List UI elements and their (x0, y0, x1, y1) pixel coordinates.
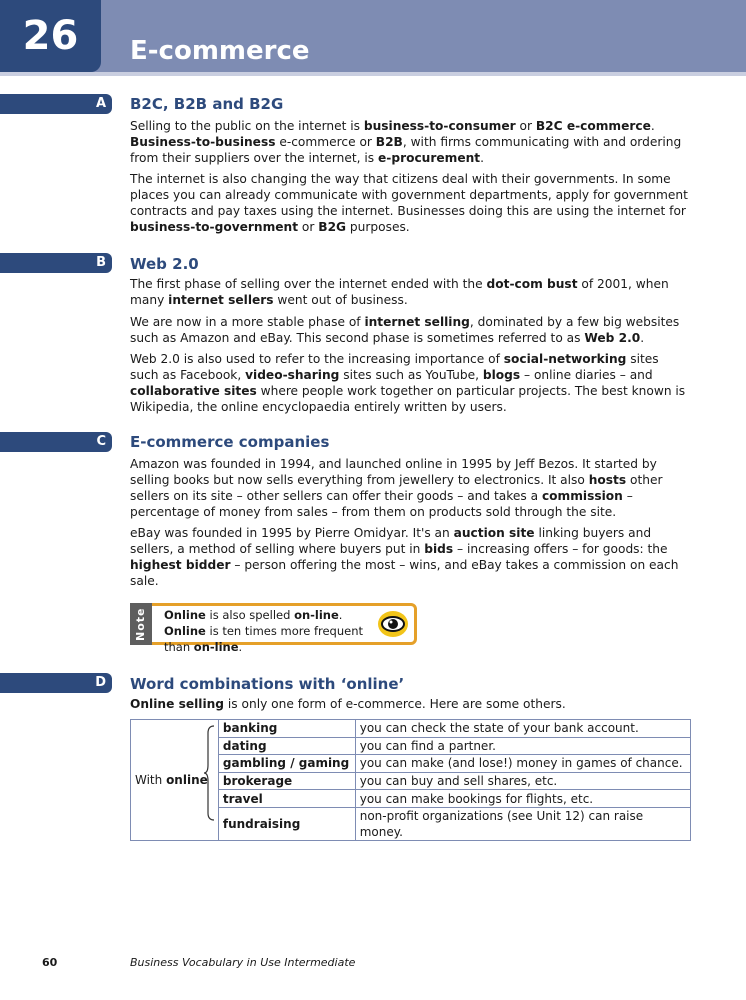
text-run: , with firms communicating with and ordering from their suppliers over the internet, is (130, 135, 682, 165)
bold-term: Online (164, 624, 206, 638)
eye-icon (377, 609, 409, 639)
section-d-tab: D (0, 673, 112, 693)
text-run: where people work together on particular projects. The best known is Wikipedia, the online encyclopaedia entirely written by users. (130, 384, 686, 414)
text-run: . (640, 331, 645, 345)
bold-term: blogs (482, 368, 521, 382)
combination-meaning: you can make (and lose!) money in games of chance. (355, 755, 690, 773)
note-text (164, 607, 374, 655)
section-c-paragraph-2 (130, 525, 690, 589)
bold-term: Online selling (130, 697, 225, 711)
book-title: Business Vocabulary in Use Intermediate (130, 956, 356, 969)
section-a-paragraph-2 (130, 171, 690, 235)
bold-term: business-to-consumer (363, 119, 516, 133)
unit-title: E-commerce (130, 36, 310, 66)
bold-term: highest bidder (130, 558, 231, 572)
section-b-paragraph-3 (130, 351, 690, 415)
bold-term: social-networking (503, 352, 627, 366)
text-run: or (298, 220, 319, 234)
bold-term: Web 2.0 (584, 331, 641, 345)
text-run: Amazon was founded in 1994, and launched online in 1995 by Jeff Bezos. It started by selling books but now sells everything from jewellery to electronics. It also (130, 457, 657, 487)
bold-term: on-line (193, 640, 239, 654)
text-run: The internet is also changing the way that citizens deal with their governments. In some places you can already communicate with government departments, apply for government contracts and pay taxes using the internet. Businesses doing this are using the internet for (130, 172, 688, 218)
section-b-title: Web 2.0 (130, 255, 199, 273)
text-run: . (338, 608, 343, 622)
text-run: of 2001, when many (130, 277, 669, 307)
bold-term: internet selling (364, 315, 470, 329)
text-run: . (480, 151, 484, 165)
section-b-tab: B (0, 253, 112, 273)
bold-term: B2B (375, 135, 403, 149)
curly-brace (203, 725, 215, 821)
text-run: We are now in a more stable phase of (130, 315, 365, 329)
text-run: went out of business. (273, 293, 408, 307)
section-d-title: Word combinations with ‘online’ (130, 675, 405, 693)
text-run: is only one form of e-commerce. Here are some others. (224, 697, 566, 711)
text-run: Selling to the public on the internet is (130, 119, 364, 133)
combination-meaning: non-profit organizations (see Unit 12) can raise money. (355, 807, 690, 840)
combination-word: gambling / gaming (218, 755, 355, 773)
text-run: eBay was founded in 1995 by Pierre Omidyar. It's an (130, 526, 454, 540)
text-run: linking buyers and sellers, a method of selling where buyers put in (130, 526, 652, 556)
combination-word: fundraising (218, 807, 355, 840)
text-run: – online diaries – and (520, 368, 653, 382)
text-run: – increasing offers – for goods: the (453, 542, 668, 556)
bold-term: B2C e-commerce (535, 119, 651, 133)
text-run: The first phase of selling over the internet ended with the (130, 277, 487, 291)
text-run: Web 2.0 is also used to refer to the increasing importance of (130, 352, 504, 366)
combination-word: banking (218, 720, 355, 738)
note-label: Note (134, 607, 147, 641)
bold-term: Online (164, 608, 206, 622)
text-run: – person offering the most – wins, and eBay takes a commission on each sale. (130, 558, 679, 588)
bold-term: bids (424, 542, 454, 556)
combination-word: travel (218, 790, 355, 808)
text-run: , dominated by a few big websites such as Amazon and eBay. This second phase is sometimes referred to as (130, 315, 680, 345)
page-number: 60 (42, 956, 58, 969)
section-d-intro (130, 696, 690, 712)
text-run: other sellers on its site – other sellers can offer their goods – and takes a (130, 473, 663, 503)
text-run: – percentage of money from sales – from them on products sold through the site. (130, 489, 633, 519)
section-c-title: E-commerce companies (130, 433, 330, 451)
unit-number-box (0, 0, 101, 72)
bold-term: e-procurement (378, 151, 481, 165)
bold-term: collaborative sites (130, 384, 257, 398)
bold-term: dot-com bust (486, 277, 578, 291)
combination-meaning: you can find a partner. (355, 737, 690, 755)
bold-term: video-sharing (245, 368, 340, 382)
lead-word: online (166, 772, 208, 787)
header-divider (0, 72, 746, 76)
text-run: e-commerce or (275, 135, 376, 149)
unit-header-band (0, 0, 746, 72)
text-run: or (515, 119, 536, 133)
bold-term: hosts (588, 473, 627, 487)
section-c-tab: C (0, 432, 112, 452)
text-run: . (238, 640, 243, 654)
section-c-paragraph-1 (130, 456, 690, 520)
text-run: purposes. (346, 220, 410, 234)
combination-word: dating (218, 737, 355, 755)
section-a-title: B2C, B2B and B2G (130, 95, 284, 113)
lead-prefix: With (135, 772, 167, 787)
combination-meaning: you can check the state of your bank account. (355, 720, 690, 738)
unit-number: 26 (22, 13, 79, 59)
bold-term: commission (541, 489, 623, 503)
section-a-tab: A (0, 94, 112, 114)
bold-term: on-line (294, 608, 339, 622)
text-run: . (650, 119, 655, 133)
text-run: sites such as Facebook, (130, 352, 659, 382)
bold-term: B2G (318, 220, 347, 234)
bold-term: business-to-government (130, 220, 299, 234)
section-a-paragraph-1 (130, 118, 690, 166)
text-run: is also spelled (205, 608, 295, 622)
section-b-paragraph-2 (130, 314, 690, 346)
bold-term: internet sellers (168, 293, 274, 307)
combination-meaning: you can make bookings for flights, etc. (355, 790, 690, 808)
text-run: sites such as YouTube, (339, 368, 483, 382)
combination-word: brokerage (218, 772, 355, 790)
combination-meaning: you can buy and sell shares, etc. (355, 772, 690, 790)
bold-term: Business-to-business (130, 135, 276, 149)
text-run: is ten times more frequent than (164, 624, 364, 654)
section-b-paragraph-1 (130, 276, 690, 308)
bold-term: auction site (453, 526, 535, 540)
